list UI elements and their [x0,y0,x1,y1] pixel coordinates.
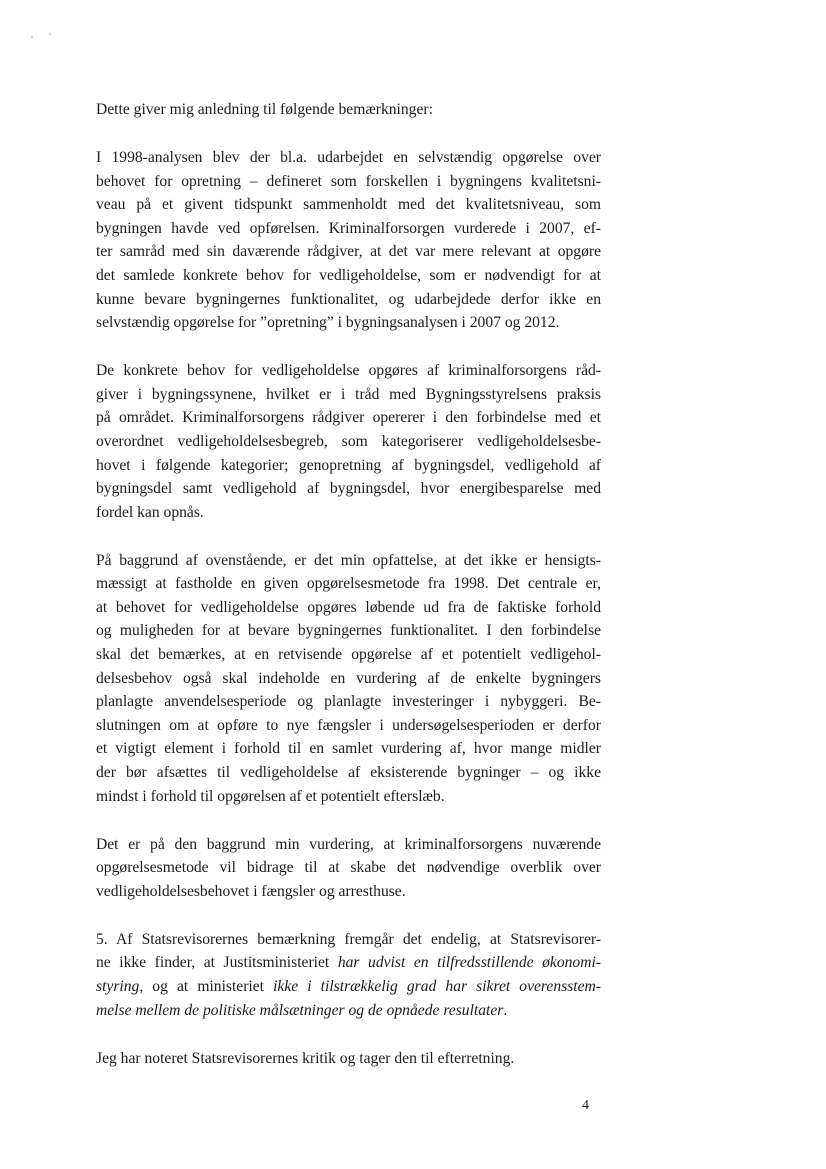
text-line: slutningen om at opføre to nye fængsler i undersøgelsesperioden er derfor [96,716,601,734]
text-line: mindst i forhold til opgørelsen af et potentielt efterslæb. [96,787,445,805]
text-line: hovet i følgende kategorier; genopretning af bygningsdel, vedligehold af [96,456,601,474]
text-line: På baggrund af ovenstående, er det min opfattelse, at det ikke er hensigts- [96,551,601,569]
text-line [96,951,601,975]
text-line: overordnet vedligeholdelsesbegreb, som kategoriserer vedligeholdelsesbe- [96,432,601,450]
paragraph-spacer [96,122,601,146]
text-line: mæssigt at fastholde en given opgørelsesmetode fra 1998. Det centrale er, [96,575,601,593]
text-line: bygningen havde ved opførelsen. Kriminalforsorgen vurderede i 2007, ef- [96,219,601,237]
text-line: selvstændig opgørelse for ”opretning” i bygningsanalysen i 2007 og 2012. [96,314,560,332]
text-line: planlagte anvendelsesperiode og planlagte investeringer i nybyggeri. Be- [96,693,601,711]
text-line: Dette giver mig anledning til følgende bemærkninger: [96,101,433,118]
paragraph-spacer [96,808,601,832]
text-line: på området. Kriminalforsorgens rådgiver opererer i den forbindelse med et [96,409,601,427]
italic-text: styring [96,977,140,995]
text-line: behovet for opretning – defineret som forskellen i bygningens kvalitetsni- [96,172,601,190]
italic-text: melse mellem de politiske målsætninger og de opnåede resultater [96,1001,504,1019]
paragraph-spacer [96,903,601,927]
text-line: vedligeholdelsesbehovet i fængsler og arresthuse. [96,882,406,900]
plain-text: , og at ministeriet [139,977,274,995]
text-line: det samlede konkrete behov for vedligeholdelse, som er nødvendigt for at [96,266,601,284]
intro-line [96,98,601,122]
text-line: veau på et givent tidspunkt sammenholdt med det kvalitetsniveau, som [96,196,601,214]
text-line: opgørelsesmetode vil bidrage til at skabe det nødvendige overblik over [96,859,601,877]
scan-speck [31,36,33,38]
text-line: De konkrete behov for vedligeholdelse opgøres af kriminalforsorgens råd- [96,362,601,380]
text-line: 5. Af Statsrevisorernes bemærkning fremgår det endelig, at Statsrevisorer- [96,930,601,948]
text-line: at behovet for vedligeholdelse opgøres løbende ud fra de faktiske forhold [96,598,601,616]
paragraph-spacer [96,335,601,359]
text-line: giver i bygningssynene, hvilket er i tråd med Bygningsstyrelsens praksis [96,385,601,403]
paragraph-3 [96,549,601,809]
italic-text: har udvist en tilfredsstillende økonomi- [337,954,602,972]
text-line: kunne bevare bygningernes funktionalitet, og udarbejdede derfor ikke en [96,290,601,308]
text-line: I 1998-analysen blev der bl.a. udarbejdet en selvstændig opgørelse over [96,148,601,166]
text-line: et vigtigt element i forhold til en samlet vurdering af, hvor mange midler [96,740,601,758]
page-number: 4 [582,1098,589,1113]
text-line: fordel kan opnås. [96,503,204,521]
text-line: Det er på den baggrund min vurdering, at kriminalforsorgens nuværende [96,835,601,853]
plain-text: . [503,1001,508,1019]
paragraph-2 [96,359,601,524]
text-line [96,999,601,1023]
paragraph-4 [96,833,601,904]
text-line [96,975,601,999]
closing-line [96,1047,601,1071]
text-line: bygningsdel samt vedligehold af bygningsdel, hvor energibesparelse med [96,480,601,498]
paragraph-5 [96,928,601,1022]
document-body [96,98,601,1070]
text-line: delsesbehov også skal indeholde en vurdering af de enkelte bygningers [96,669,601,687]
paragraph-spacer [96,524,601,548]
text-line: og muligheden for at bevare bygningernes funktionalitet. I den forbindelse [96,622,601,640]
italic-text: ikke i tilstrækkelig grad har sikret overensstem- [273,977,601,995]
text-line: skal det bemærkes, at en retvisende opgørelse af et potentielt vedligehol- [96,646,601,664]
text-line: der bør afsættes til vedligeholdelse af eksisterende bygninger – og ikke [96,764,601,782]
paragraph-spacer [96,1022,601,1046]
text-line: ter samråd med sin daværende rådgiver, at det var mere relevant at opgøre [96,243,601,261]
text-line: Jeg har noteret Statsrevisorernes kritik og tager den til efterretning. [96,1049,515,1067]
scan-speck [49,33,51,35]
paragraph-1 [96,146,601,335]
plain-text: ne ikke finder, at Justitsministeriet [96,954,338,972]
